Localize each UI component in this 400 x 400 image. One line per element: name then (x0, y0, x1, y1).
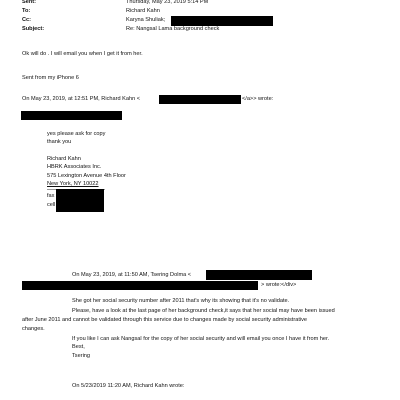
cc-label: Cc: (22, 17, 32, 23)
sent-label: Sent: (22, 0, 36, 5)
quote-2-para-2-line-2: after June 2011 and cannot be validated through this service due to changes made by social security administrative (22, 317, 308, 323)
signature-line: Sent from my iPhone 6 (22, 75, 79, 81)
quote-1-line-redaction (21, 111, 122, 120)
quote-2-para-2-line-1: Please, have a look at the last page of her background check,it says that her social may have been issued (72, 308, 335, 314)
quote-1-line-2: thank you (47, 139, 72, 145)
sig-fax: fax (47, 193, 55, 199)
sig-cell-redaction (56, 201, 104, 212)
sig-name: Richard Kahn (47, 156, 81, 162)
quote-3-header: On 5/23/2019 11:20 AM, Richard Kahn wrote: (72, 383, 185, 389)
quote-1-header-post: </a>> wrote: (242, 96, 274, 102)
quote-1-line-1: yes please ask for copy (47, 131, 106, 137)
to-label: To: (22, 8, 31, 14)
sig-fax-redaction (56, 189, 104, 201)
quote-1-email-redaction (159, 95, 241, 104)
quote-2-para-1: She got her social security number after 2011 that's why its showing that it's no validate. (72, 298, 290, 304)
quote-2-line-redaction (22, 281, 258, 290)
quote-2-name: Tsering (72, 353, 91, 359)
quote-2-email-redaction (206, 270, 312, 280)
quote-2-para-2-line-3: changes. (22, 326, 45, 332)
quote-2-header-post: > wrote:</div> (261, 282, 297, 288)
cc-redaction (171, 16, 273, 26)
subject-label: Subject: (22, 26, 45, 32)
sig-company: HBRK Associates Inc. (47, 164, 102, 170)
sig-cell: cell (47, 202, 56, 208)
sig-address: 575 Lexington Avenue 4th Floor (47, 173, 126, 179)
quote-1-header-pre: On May 23, 2019, at 12:51 PM, Richard Kahn < (22, 96, 141, 102)
to-value: Richard Kahn (126, 8, 160, 14)
sig-city: New York, NY 10022 (47, 181, 99, 187)
sent-value: Thursday, May 23, 2019 5:14 PM (126, 0, 209, 5)
reply-text: Ok will do . I will email you when I get it from her. (22, 51, 143, 57)
cc-value: Karyna Shuliak; (126, 17, 166, 23)
quote-2-header-pre: On May 23, 2019, at 11:50 AM, Tsering Dolma < (72, 272, 192, 278)
subject-value: Re: Nangsal Lama background check (126, 26, 220, 32)
quote-2-closing: Best, (72, 344, 85, 350)
quote-2-para-3: If you like I can ask Nangsal for the copy of her social security and will email you once I have it from her. (72, 336, 330, 342)
